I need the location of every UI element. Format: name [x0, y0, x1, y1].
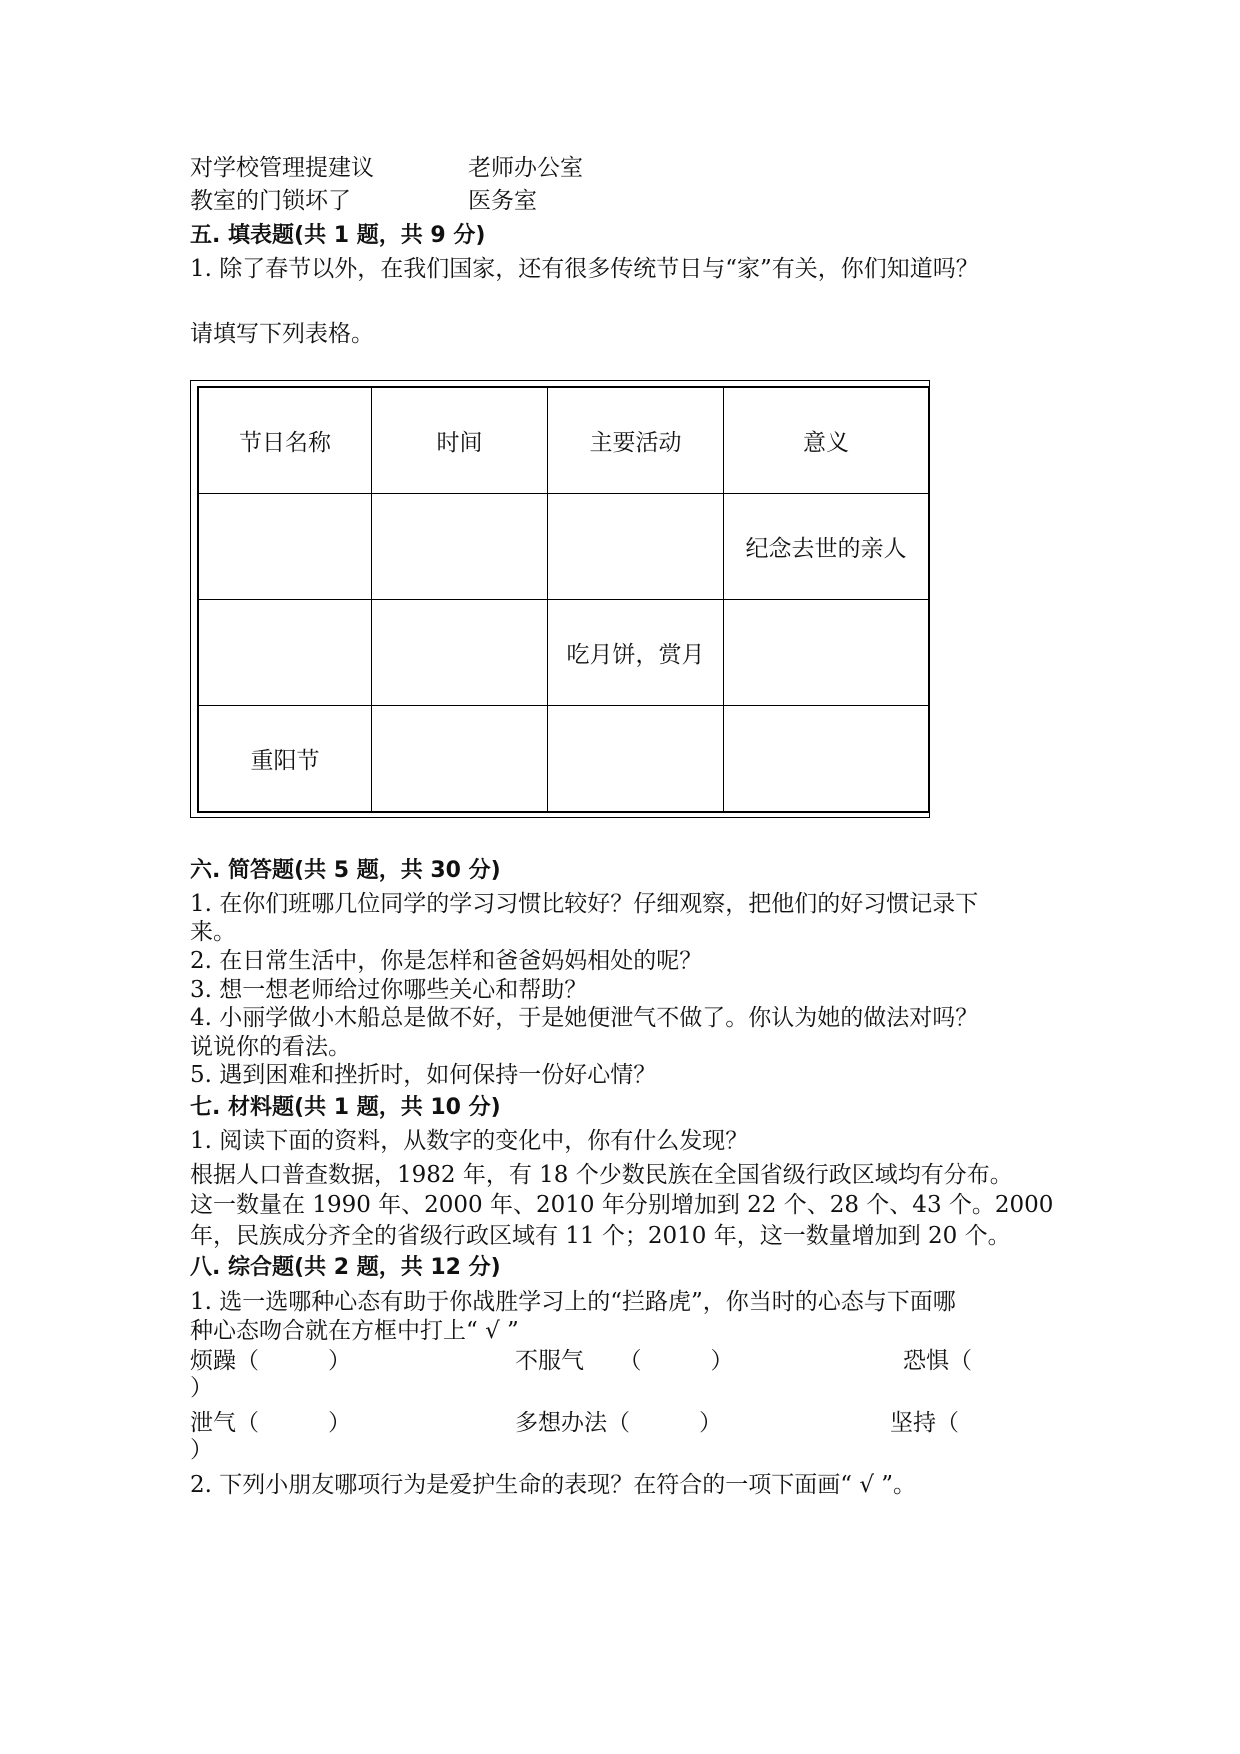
- option-think-of-ways: 多想办法（ ）: [515, 1410, 722, 1436]
- match-right-2: 医务室: [468, 188, 537, 214]
- header-main-activity: 主要活动: [548, 387, 724, 494]
- table-cell[interactable]: [372, 706, 548, 813]
- table-row: [198, 706, 929, 813]
- section6-question-5: 5. 遇到困难和挫折时，如何保持一份好心情？: [190, 1062, 657, 1088]
- section7-material-line-2: 这一数量在 1990 年、2000 年、2010 年分别增加到 22 个、28 个、43 个。2000: [190, 1192, 1054, 1218]
- match-right-1: 老师办公室: [468, 155, 583, 181]
- table-cell: 吃月饼，赏月: [548, 600, 724, 706]
- header-meaning: 意义: [724, 387, 930, 494]
- section8-question-2: 2. 下列小朋友哪项行为是爱护生命的表现？在符合的一项下面画“ √ ”。: [190, 1472, 917, 1498]
- section6-question-2: 2. 在日常生活中，你是怎样和爸爸妈妈相处的呢？: [190, 948, 703, 974]
- table-cell[interactable]: [548, 706, 724, 813]
- section5-question-1: 1. 除了春节以外，在我们国家，还有很多传统节日与“家”有关，你们知道吗？: [190, 256, 979, 282]
- section8-question-1a: 1. 选一选哪种心态有助于你战胜学习上的“拦路虎”，你当时的心态与下面哪: [190, 1289, 956, 1315]
- section8-question-1b: 种心态吻合就在方框中打上“ √ ”: [190, 1318, 519, 1344]
- section6-question-4a: 4. 小丽学做小木船总是做不好，于是她便泄气不做了。你认为她的做法对吗？: [190, 1005, 979, 1031]
- table-row: [198, 494, 929, 600]
- option-persist: 坚持（: [890, 1410, 959, 1436]
- table-cell[interactable]: [724, 706, 930, 813]
- table-cell: 纪念去世的亲人: [724, 494, 930, 600]
- section7-question-1: 1. 阅读下面的资料，从数字的变化中，你有什么发现？: [190, 1128, 749, 1154]
- table-cell[interactable]: [198, 494, 372, 600]
- header-festival-name: 节日名称: [198, 387, 372, 494]
- option-fear-close: ）: [190, 1375, 213, 1401]
- option-unconvinced: 不服气 （ ）: [515, 1348, 734, 1374]
- header-time: 时间: [372, 387, 548, 494]
- table-cell[interactable]: [548, 494, 724, 600]
- table-header-row: [198, 387, 929, 494]
- table-cell[interactable]: [198, 600, 372, 706]
- option-discouraged: 泄气（ ）: [190, 1410, 351, 1436]
- section6-question-3: 3. 想一想老师给过你哪些关心和帮助？: [190, 977, 588, 1003]
- section6-question-4b: 说说你的看法。: [190, 1034, 351, 1060]
- section7-material-line-3: 年，民族成分齐全的省级行政区域有 11 个；2010 年，这一数量增加到 20 个。: [190, 1223, 1011, 1249]
- table-cell: 重阳节: [198, 706, 372, 813]
- table-cell[interactable]: [724, 600, 930, 706]
- match-left-2: 教室的门锁坏了: [190, 188, 351, 214]
- table-cell[interactable]: [372, 600, 548, 706]
- section6-question-1b: 来。: [190, 919, 236, 945]
- section5-heading: 五. 填表题(共 1 题，共 9 分): [190, 223, 486, 248]
- section7-heading: 七. 材料题(共 1 题，共 10 分): [190, 1095, 501, 1120]
- option-persist-close: ）: [190, 1437, 213, 1463]
- option-irritable: 烦躁（ ）: [190, 1348, 351, 1374]
- section6-heading: 六. 简答题(共 5 题，共 30 分): [190, 858, 501, 883]
- section6-question-1a: 1. 在你们班哪几位同学的学习习惯比较好？仔细观察，把他们的好习惯记录下: [190, 891, 979, 917]
- option-fear: 恐惧（: [903, 1348, 972, 1374]
- match-left-1: 对学校管理提建议: [190, 155, 374, 181]
- section7-material-line-1: 根据人口普查数据，1982 年，有 18 个少数民族在全国省级行政区域均有分布。: [190, 1162, 1013, 1188]
- festival-table: [197, 386, 930, 813]
- section8-heading: 八. 综合题(共 2 题，共 12 分): [190, 1255, 501, 1280]
- table-row: [198, 600, 929, 706]
- table-cell[interactable]: [372, 494, 548, 600]
- section5-instruction: 请填写下列表格。: [190, 321, 374, 347]
